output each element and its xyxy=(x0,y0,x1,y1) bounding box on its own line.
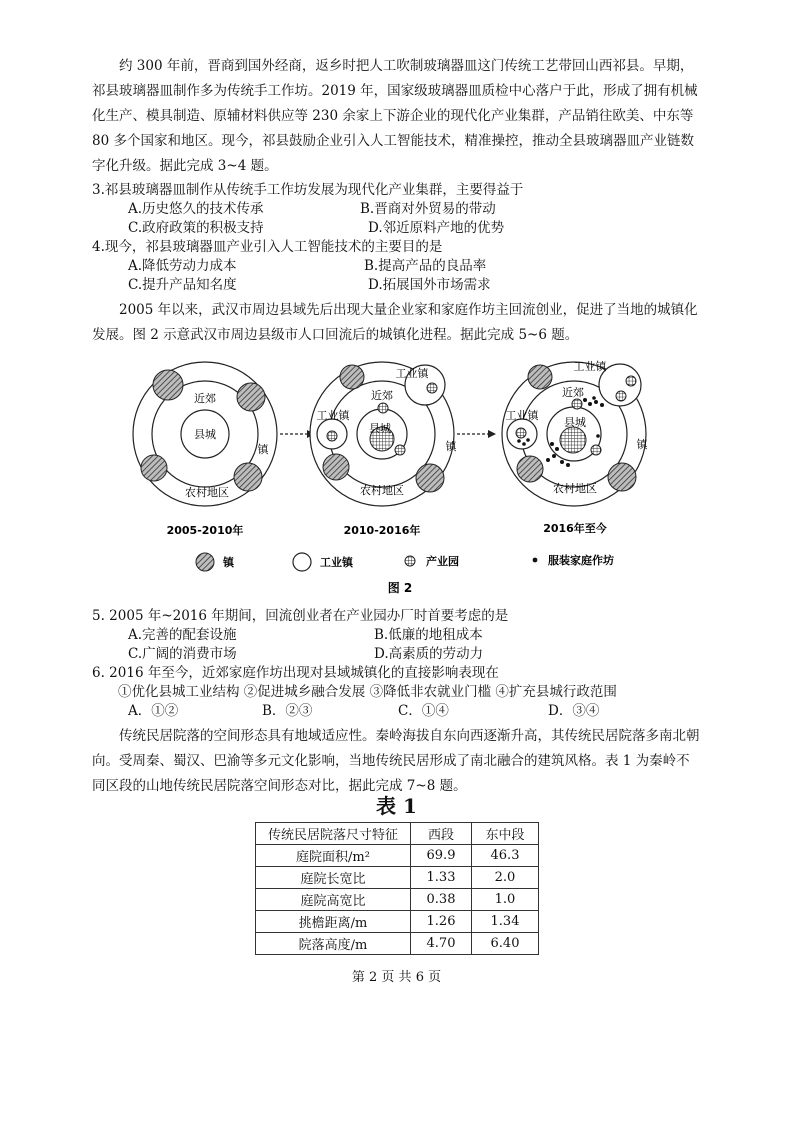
industrial-park xyxy=(626,376,636,386)
table-row xyxy=(256,933,539,955)
label-nongcun: 农村地区 xyxy=(360,484,404,497)
table-row xyxy=(256,911,539,933)
table-cell: 庭院高宽比 xyxy=(256,889,411,911)
table-row xyxy=(256,889,539,911)
label-xiancheng: 县城 xyxy=(194,428,216,441)
q6-option-b: B．②③ xyxy=(262,703,313,719)
q5-option-c: C.广阔的消费市场 xyxy=(128,646,237,662)
table-row xyxy=(256,845,539,867)
table-row xyxy=(256,867,539,889)
q5-option-b: B.低廉的地租成本 xyxy=(374,627,483,643)
question-5-stem: 5. 2005 年~2016 年期间，回流创业者在产业园办厂时首要考虑的是 xyxy=(92,608,509,624)
table-cell: 4.70 xyxy=(411,933,472,955)
q4-option-c: C.提升产品知名度 xyxy=(128,277,237,293)
table-cell: 6.40 xyxy=(472,933,539,955)
industrial-park xyxy=(327,431,337,441)
table-cell: 庭院面积/m² xyxy=(256,845,411,867)
industrial-park xyxy=(395,445,405,455)
industrial-park xyxy=(378,403,388,413)
legend xyxy=(196,553,614,571)
table-header-row xyxy=(256,823,539,845)
q5-option-a: A.完善的配套设施 xyxy=(128,627,237,643)
label-jinjiao: 近郊 xyxy=(194,392,216,405)
table-cell: 1.34 xyxy=(472,911,539,933)
town-marker xyxy=(323,454,349,480)
industrial-park xyxy=(572,399,582,409)
table-1 xyxy=(255,822,539,955)
label-gongyezhen: 工业镇 xyxy=(395,367,429,380)
table-header: 传统民居院落尺寸特征 xyxy=(256,823,411,845)
label-jinjiao: 近郊 xyxy=(371,389,393,402)
panel-2005-2010 xyxy=(133,362,277,537)
label-zhen: 镇 xyxy=(445,440,457,453)
period-label: 2005-2010年 xyxy=(166,524,244,537)
passage-wuhan-urbanization: 2005 年以来，武汉市周边县域先后出现大量企业家和家庭作坊主回流创业，促进了当地的城镇化发展。图 2 示意武汉市周边县级市人口回流后的城镇化进程。据此完成 5~6 题。 xyxy=(92,302,698,343)
table-header: 西段 xyxy=(411,823,472,845)
question-4-stem: 4.现今，祁县玻璃器皿产业引入人工智能技术的主要目的是 xyxy=(92,239,443,255)
industrial-park xyxy=(616,391,626,401)
table-cell: 1.26 xyxy=(411,911,472,933)
table-cell: 庭院长宽比 xyxy=(256,867,411,889)
table-cell: 46.3 xyxy=(472,845,539,867)
q5-option-d: D.高素质的劳动力 xyxy=(374,646,484,662)
panel-2010-2016 xyxy=(310,362,458,537)
table-cell: 1.0 xyxy=(472,889,539,911)
town-marker xyxy=(416,464,444,492)
table-cell: 1.33 xyxy=(411,867,472,889)
period-label: 2010-2016年 xyxy=(343,524,421,537)
legend-industrial-park-label: 产业园 xyxy=(426,555,459,568)
period-label: 2016年至今 xyxy=(543,522,607,535)
figure-caption: 图 2 xyxy=(387,581,413,595)
industrial-park xyxy=(427,383,437,393)
town-marker xyxy=(237,383,265,411)
label-zhen: 镇 xyxy=(257,443,269,456)
panel-2016-present xyxy=(502,359,649,535)
passage-qinling-dwellings: 传统民居院落的空间形态具有地域适应性。秦岭海拔自东向西逐渐升高，其传统民居院落多南北朝向。受周秦、蜀汉、巴渝等多元文化影响，当地传统民居形成了南北融合的建筑风格。表 1 为秦岭不同区段的山地传统民居院落空间形态对比，据此完成 7~8 题。 xyxy=(92,728,700,794)
table-cell: 院落高度/m xyxy=(256,933,411,955)
figure-2-urbanization-diagram xyxy=(120,352,680,602)
label-zhen: 镇 xyxy=(636,438,648,451)
town-marker xyxy=(528,365,552,389)
q3-option-a: A.历史悠久的技术传承 xyxy=(128,201,264,217)
passage-glass-industry: 约 300 年前，晋商到国外经商，返乡时把人工吹制玻璃器皿这门传统工艺带回山西祁县。早期，祁县玻璃器皿制作多为传统手工作坊。2019 年，国家级玻璃器皿质检中心落户于此，形成了拥有机械化生产、模具制造、原辅材料供应等 230 余家上下游企业的现代化产业集群，产品销往欧美、中东等 80 多个国家和地区。现今，祁县鼓励企业引入人工智能技术，精准操控，推动全县玻璃器皿产业链数字化升级。据此完成 3~4 题。 xyxy=(92,58,698,174)
table-title: 表 1 xyxy=(376,794,417,818)
question-3-stem: 3.祁县玻璃器皿制作从传统手工作坊发展为现代化产业集群，主要得益于 xyxy=(92,182,524,198)
table-cell: 挑檐距离/m xyxy=(256,911,411,933)
legend-industrial-town-label: 工业镇 xyxy=(320,556,353,569)
q4-option-b: B.提高产品的良品率 xyxy=(364,258,487,274)
q6-option-a: A．①② xyxy=(128,703,179,719)
q3-option-b: B.晋商对外贸易的带动 xyxy=(360,201,496,217)
q6-option-c: C．①④ xyxy=(398,703,449,719)
q6-option-d: D．③④ xyxy=(548,703,600,719)
town-marker xyxy=(517,456,543,482)
town-marker xyxy=(234,463,262,491)
label-xiancheng: 县城 xyxy=(564,416,586,429)
town-marker xyxy=(153,370,183,400)
legend-workshop-label: 服装家庭作坊 xyxy=(548,554,614,567)
legend-town-label: 镇 xyxy=(223,556,234,569)
question-6-stem: 6. 2016 年至今，近郊家庭作坊出现对县域城镇化的直接影响表现在 xyxy=(92,665,499,681)
q3-option-d: D.邻近原料产地的优势 xyxy=(368,220,505,236)
label-jinjiao: 近郊 xyxy=(562,386,584,399)
label-gongyezhen: 工业镇 xyxy=(505,409,539,422)
industrial-park xyxy=(516,428,526,438)
q4-option-d: D.拓展国外市场需求 xyxy=(368,277,491,293)
town-marker xyxy=(141,455,167,481)
label-gongyezhen: 工业镇 xyxy=(316,409,350,422)
label-nongcun: 农村地区 xyxy=(553,482,597,495)
industrial-park xyxy=(591,445,601,455)
table-header: 东中段 xyxy=(472,823,539,845)
page-footer: 第 2 页 共 6 页 xyxy=(351,970,442,985)
q4-option-a: A.降低劳动力成本 xyxy=(128,258,237,274)
label-nongcun: 农村地区 xyxy=(185,486,229,499)
town-marker xyxy=(340,365,364,389)
label-gongyezhen: 工业镇 xyxy=(573,360,607,373)
table-cell: 0.38 xyxy=(411,889,472,911)
label-xiancheng: 县城 xyxy=(369,422,391,435)
q3-option-c: C.政府政策的积极支持 xyxy=(128,220,264,236)
table-cell: 2.0 xyxy=(472,867,539,889)
q6-statements: ①优化县城工业结构 ②促进城乡融合发展 ③降低非农就业门槛 ④扩充县城行政范围 xyxy=(118,684,617,700)
industrial-park xyxy=(560,427,586,453)
table-cell: 69.9 xyxy=(411,845,472,867)
town-marker xyxy=(608,463,636,491)
